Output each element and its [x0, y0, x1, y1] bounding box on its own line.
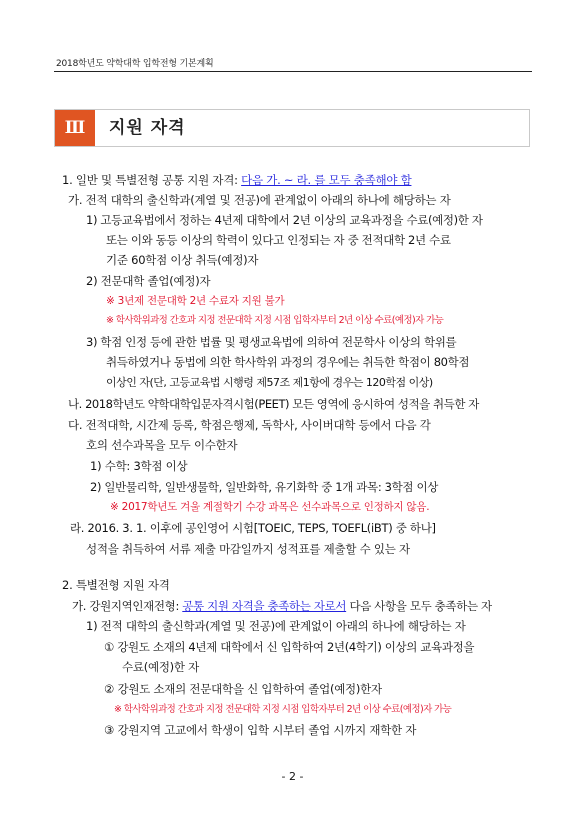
item-ga-1-cont: 또는 이와 동등 이상의 학력이 있다고 인정되는 자 중 전적대학 2년 수료	[106, 233, 451, 247]
section-title: 지원 자격	[109, 118, 186, 138]
item-da-cont: 호의 선수과목을 모두 이수한자	[86, 438, 238, 452]
running-header: 2018학년도 약학대학 입학전형 기본계획	[56, 59, 214, 69]
item-ga-3: 3) 학점 인정 등에 관한 법률 및 평생교육법에 의하여 전문학사 이상의 학위를	[86, 335, 457, 349]
header-rule	[54, 71, 532, 72]
item-ga-2: 2) 전문대학 졸업(예정)자	[86, 274, 211, 288]
item-2-ga-link[interactable]: 공통 지원 자격을 충족하는 자로서	[182, 599, 347, 613]
item-ra-cont: 성적을 취득하여 서류 제출 마감일까지 성적표를 제출할 수 있는 자	[86, 542, 410, 556]
item-2-ga-1-c3: ③ 강원지역 고교에서 학생이 입학 시부터 졸업 시까지 재학한 자	[104, 723, 417, 737]
item-2: 2. 특별전형 지원 자격	[62, 578, 170, 592]
item-2-ga-1: 1) 전적 대학의 출신학과(계열 및 전공)에 관계없이 아래의 하나에 해당하는 자	[86, 619, 466, 633]
item-2-ga-lead: 가. 강원지역인재전형:	[72, 599, 183, 613]
page-number: - 2 -	[281, 770, 304, 783]
note-ga-2-b: ※ 학사학위과정 간호과 지정 전문대학 지정 시점 입학자부터 2년 이상 수료(예정)자 가능	[106, 315, 444, 326]
item-2-ga-1-c1-cont: 수료(예정)한 자	[122, 660, 200, 674]
item-2-ga	[72, 598, 492, 614]
note-2-c2: ※ 학사학위과정 간호과 지정 전문대학 지정 시점 입학자부터 2년 이상 수료(예정)자 가능	[114, 704, 452, 715]
item-ga-3-cont2: 이상인 자(단, 고등교육법 시행령 제57조 제1항에 경우는 120학점 이상)	[106, 376, 433, 389]
item-da-1: 1) 수학: 3학점 이상	[90, 459, 188, 473]
item-ga-1: 1) 고등교육법에서 정하는 4년제 대학에서 2년 이상의 교육과정을 수료(예정)한 자	[86, 213, 483, 227]
item-1-lead: 1. 일반 및 특별전형 공통 지원 자격:	[62, 173, 242, 187]
section-number: Ⅲ	[55, 110, 95, 146]
note-ga-2-a: ※ 3년제 전문대학 2년 수료자 지원 불가	[106, 295, 285, 307]
item-2-ga-tail: 다음 사항을 모두 충족하는 자	[346, 599, 492, 613]
item-1-link[interactable]: 다음 가. ~ 라. 를 모두 충족해야 함	[241, 173, 412, 187]
note-da: ※ 2017학년도 겨울 계절학기 수강 과목은 선수과목으로 인정하지 않음.	[110, 501, 430, 513]
item-ga-3-cont: 취득하였거나 동법에 의한 학사학위 과정의 경우에는 취득한 학점이 80학점	[106, 355, 470, 369]
item-na: 나. 2018학년도 약학대학입문자격시험(PEET) 모든 영역에 응시하여 성적을 취득한 자	[68, 397, 479, 411]
item-da: 다. 전적대학, 시간제 등록, 학점은행제, 독학사, 사이버대학 등에서 다음 각	[68, 418, 431, 432]
section-heading	[54, 109, 530, 147]
item-1	[62, 172, 411, 188]
item-da-2: 2) 일반물리학, 일반생물학, 일반화학, 유기화학 중 1개 과목: 3학점 이상	[90, 480, 438, 494]
item-2-ga-1-c2: ② 강원도 소재의 전문대학을 신 입학하여 졸업(예정)한자	[104, 682, 382, 696]
item-ra: 라. 2016. 3. 1. 이후에 공인영어 시험[TOEIC, TEPS, TOEFL(iBT) 중 하나]	[70, 521, 436, 535]
item-ga-1-cont2: 기준 60학점 이상 취득(예정)자	[106, 253, 259, 267]
item-ga: 가. 전적 대학의 출신학과(계열 및 전공)에 관계없이 아래의 하나에 해당하는 자	[68, 193, 451, 207]
item-2-ga-1-c1: ① 강원도 소재의 4년제 대학에서 신 입학하여 2년(4학기) 이상의 교육과정을	[104, 640, 475, 654]
